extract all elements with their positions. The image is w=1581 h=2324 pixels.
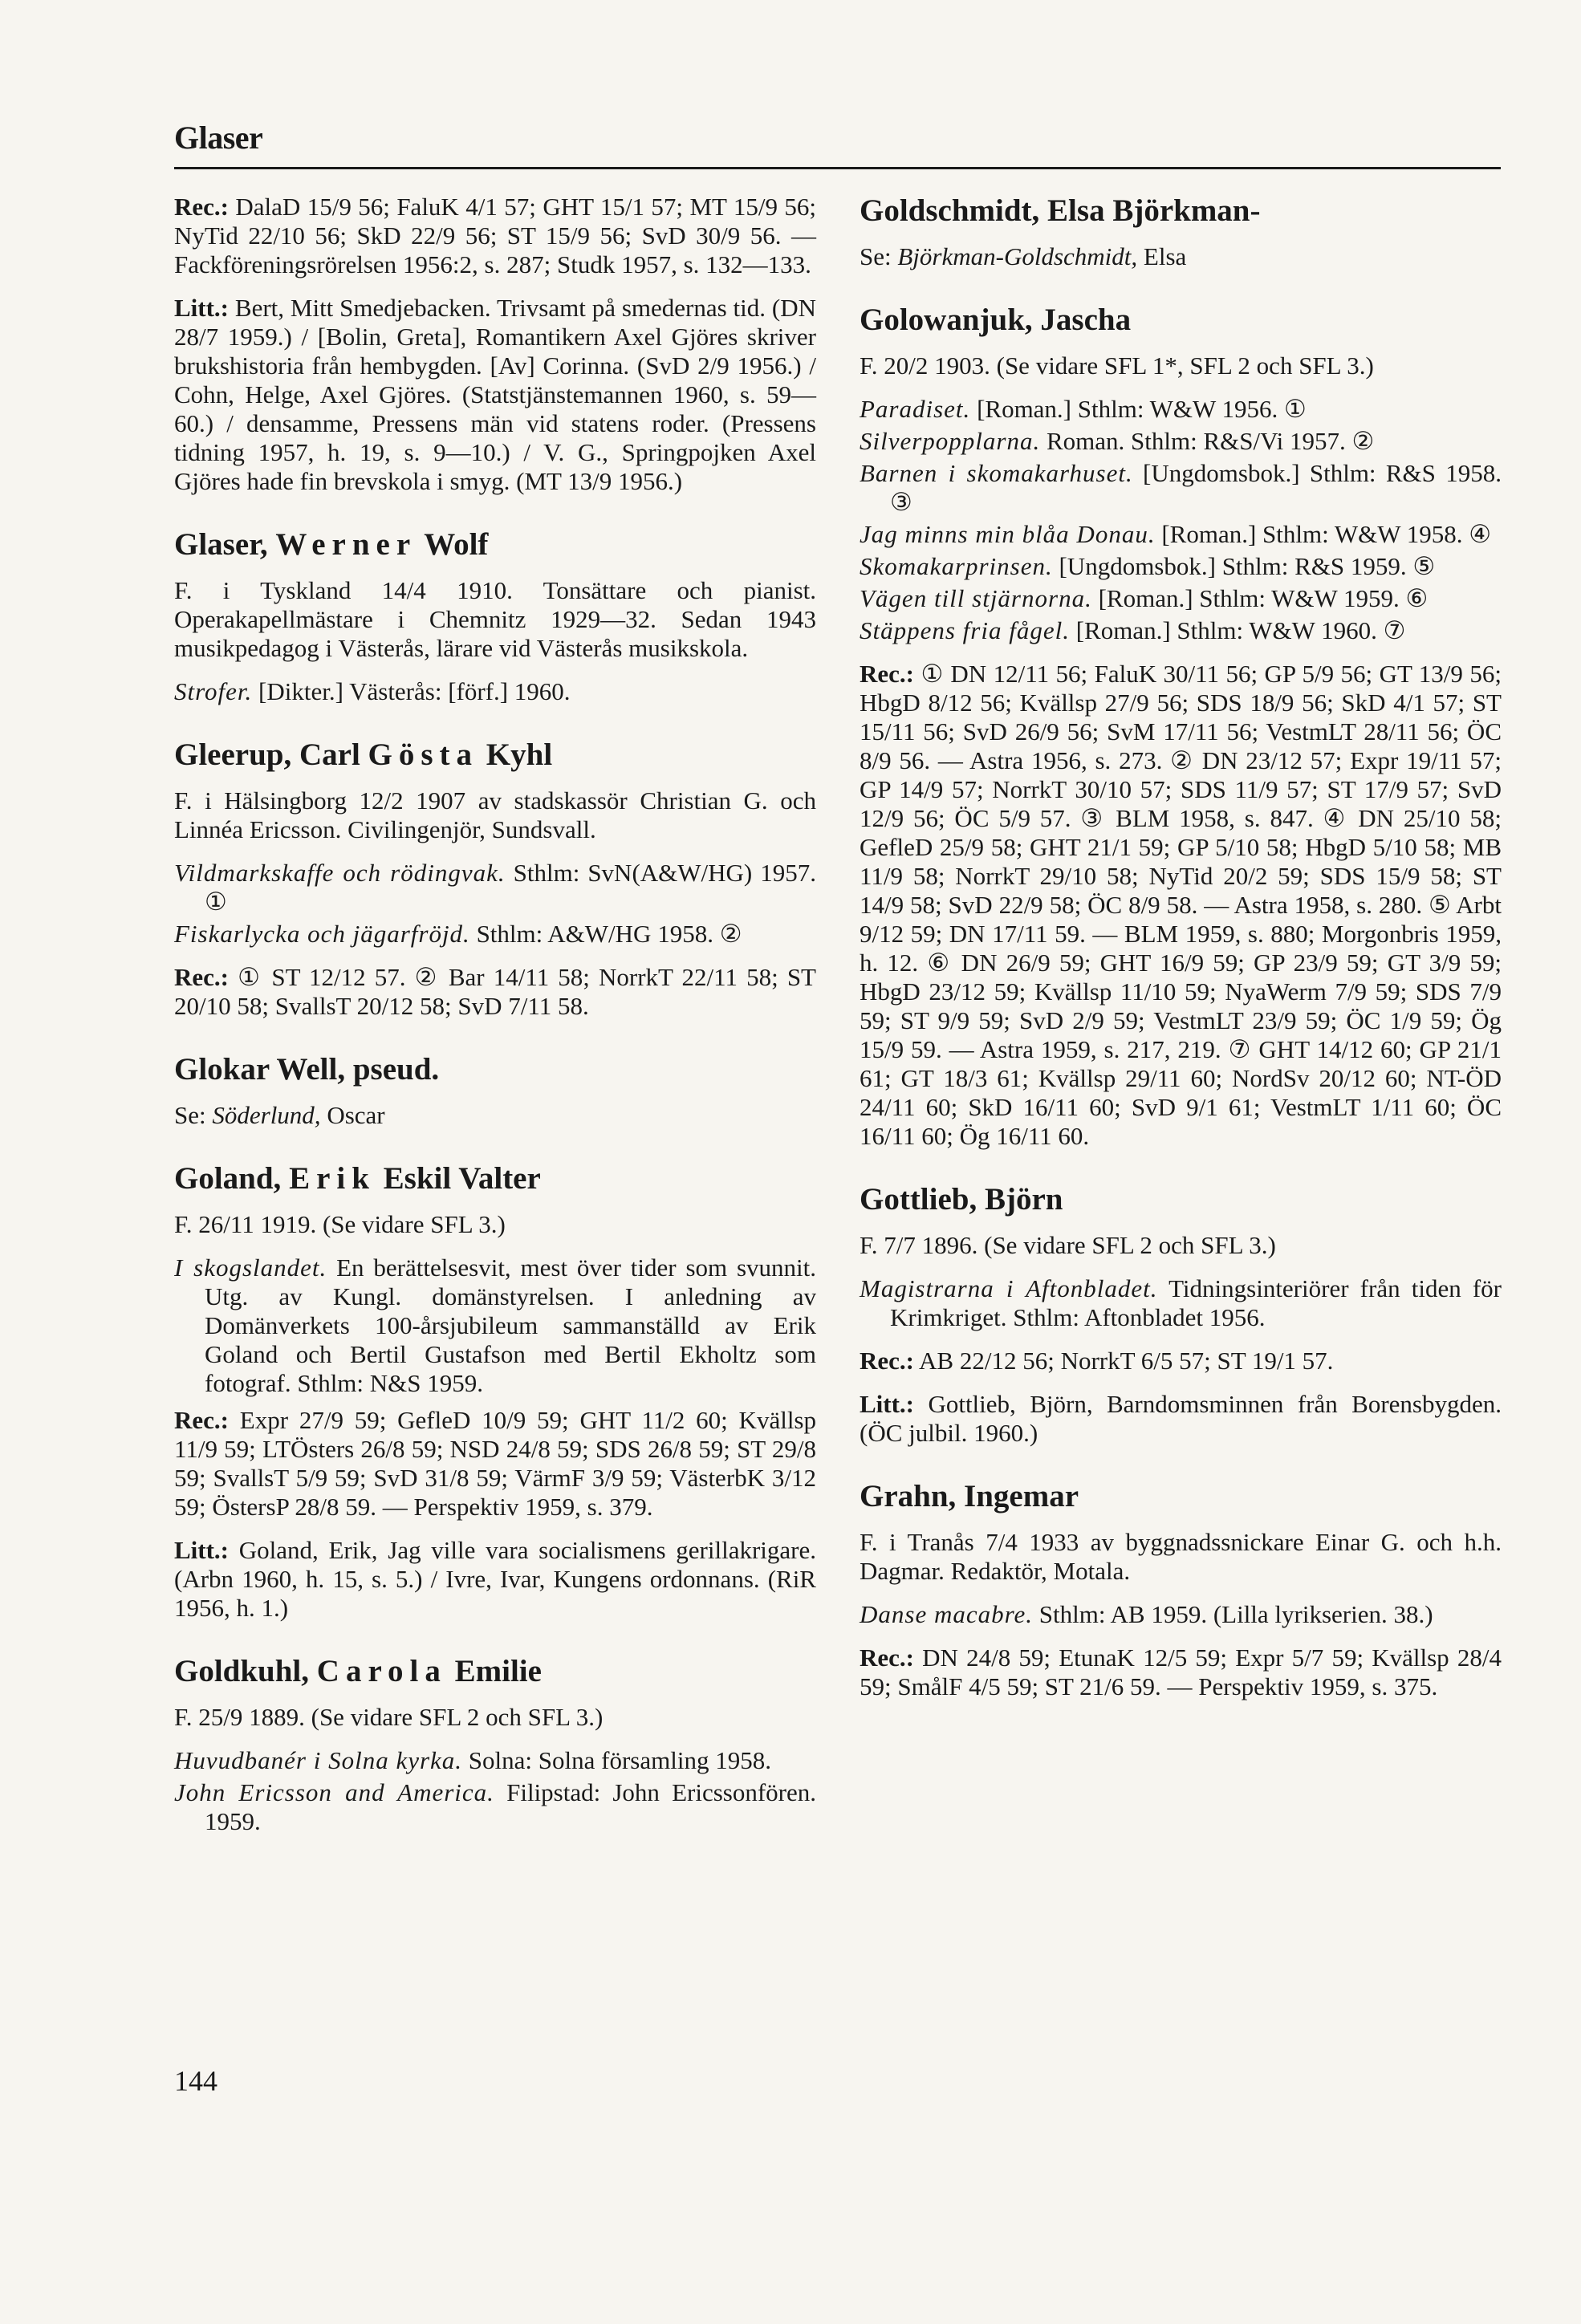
entry-glokar: [174, 1051, 816, 1130]
entry-title: Glokar Well, pseud.: [174, 1052, 440, 1087]
entry-gottlieb: [860, 1181, 1502, 1448]
entry-title: Gleerup, Carl Gösta Kyhl: [174, 737, 553, 772]
rec-text: DalaD 15/9 56; FaluK 4/1 57; GHT 15/1 57; MT 15/9 56; NyTid 22/10 56; SkD 22/9 56; ST 15/9 56; SvD 30/9 56. — Fackföreningsrörelsen 1956:2, s. 287; Studk 1957, s. 132—133.: [174, 193, 816, 278]
bio: F. 25/9 1889. (Se vidare SFL 2 och SFL 3.): [174, 1703, 604, 1731]
running-head: Glaser: [174, 120, 263, 156]
work-item: Silverpopplarna. Roman. Sthlm: R&S/Vi 1957. ②: [860, 427, 1375, 455]
entry-goldschmidt: [860, 193, 1502, 271]
header-rule: [174, 167, 1501, 169]
rec-label: Rec.:: [174, 1406, 229, 1434]
rec-text: AB 22/12 56; NorrkT 6/5 57; ST 19/1 57.: [913, 1347, 1334, 1375]
work-item: Vägen till stjärnorna. [Roman.] Sthlm: W&W 1959. ⑥: [860, 584, 1429, 612]
page-number: 144: [174, 2065, 217, 2097]
work-item: Fiskarlycka och jägarfröjd. Sthlm: A&W/HG 1958. ②: [174, 920, 742, 948]
litt-label: Litt.:: [174, 1536, 230, 1564]
work-item: Skomakarprinsen. [Ungdomsbok.] Sthlm: R&S 1959. ⑤: [860, 552, 1436, 580]
entry-golowanjuk: [860, 302, 1502, 1151]
bio: F. 20/2 1903. (Se vidare SFL 1*, SFL 2 och SFL 3.): [860, 351, 1374, 380]
bio: F. i Hälsingborg 12/2 1907 av stadskassör Christian G. och Linnéa Ericsson. Civilingenjör, Sundsvall.: [174, 786, 816, 843]
entry-title: Goldkuhl, Carola Emilie: [174, 1654, 542, 1688]
litt-text: Bert, Mitt Smedjebacken. Trivsamt på smedernas tid. (DN 28/7 1959.) / [Bolin, Greta], Romantikern Axel Gjöres skriver brukshistoria från hembygden. [Av] Corinna. (SvD 2/9 1956.) / Cohn, Helge, Axel Gjöres. (Statstjänstemannen 1960, s. 59—60.) / densamme, Pressens män vid statens roder. (Pressens tidning 1957, h. 19, s. 9—10.) / V. G., Springpojken Axel Gjöres hade fin brevskola i smyg. (MT 13/9 1956.): [174, 294, 816, 495]
rec-label: Rec.:: [860, 1347, 914, 1375]
work-item: Barnen i skomakarhuset. [Ungdomsbok.] Sthlm: R&S 1958. ③: [860, 459, 1502, 516]
bio: F. 26/11 1919. (Se vidare SFL 3.): [174, 1210, 506, 1238]
work-item: Jag minns min blåa Donau. [Roman.] Sthlm: W&W 1958. ④: [860, 520, 1492, 548]
rec-text: DN 24/8 59; EtunaK 12/5 59; Expr 5/7 59; Kvällsp 28/4 59; SmålF 4/5 59; ST 21/6 59. — Perspektiv 1959, s. 375.: [860, 1643, 1502, 1700]
work-item: Paradiset. [Roman.] Sthlm: W&W 1956. ①: [860, 395, 1307, 423]
litt-label: Litt.:: [860, 1390, 915, 1418]
see-reference: Se: Söderlund, Oscar: [174, 1101, 385, 1129]
entry-title: Glaser, Werner Wolf: [174, 527, 489, 562]
work-item: I skogslandet. En berättelsesvit, mest över tider som svunnit. Utg. av Kungl. domänstyrelsen. I anledning av Domänverkets 100-årsjubileum sammanställd av Erik Goland och Bertil Gustafson med Bertil Ekholtz som fotograf. Sthlm: N&S 1959.: [174, 1253, 816, 1397]
left-column: [174, 193, 816, 1867]
bio: F. i Tyskland 14/4 1910. Tonsättare och pianist. Operakapellmästare i Chemnitz 1929—32. Sedan 1943 musikpedagog i Västerås, lärare vid Västerås musikskola.: [174, 576, 816, 662]
work-item: Danse macabre. Sthlm: AB 1959. (Lilla lyrikserien. 38.): [860, 1600, 1433, 1628]
rec-text: ① ST 12/12 57. ② Bar 14/11 58; NorrkT 22/11 58; ST 20/10 58; SvallsT 20/12 58; SvD 7/11 58.: [174, 963, 816, 1020]
entry-title: Golowanjuk, Jascha: [860, 303, 1132, 337]
litt-text: Gottlieb, Björn, Barndomsminnen från Borensbygden. (ÖC julbil. 1960.): [860, 1390, 1502, 1447]
rec-label: Rec.:: [174, 193, 229, 221]
work-item: Magistrarna i Aftonbladet. Tidningsinteriörer från tiden för Krimkriget. Sthlm: Aftonbladet 1956.: [860, 1274, 1502, 1331]
right-column: [860, 193, 1502, 1732]
rec-text: ① DN 12/11 56; FaluK 30/11 56; GP 5/9 56; GT 13/9 56; HbgD 8/12 56; Kvällsp 27/9 56; SDS 18/9 56; SkD 4/1 57; ST 15/11 56; SvD 26/9 56; SvM 17/11 56; VestmLT 28/11 56; ÖC 8/9 56. — Astra 1956, s. 273. ② DN 23/12 57; Expr 19/11 57; GP 14/9 57; NorrkT 30/10 57; SDS 11/9 57; ST 17/9 57; SvD 12/9 56; ÖC 5/9 57. ③ BLM 1958, s. 847. ④ DN 25/10 58; GefleD 25/9 58; GHT 21/1 59; GP 5/10 58; HbgD 5/10 58; MB 11/9 58; NorrkT 29/10 58; NyTid 20/2 59; SDS 15/9 58; ST 14/9 58; SvD 22/9 58; ÖC 8/9 58. — Astra 1958, s. 280. ⑤ Arbt 9/12 59; DN 17/11 59. — BLM 1959, s. 880; Morgonbris 1959, h. 12. ⑥ DN 26/9 59; GHT 16/9 59; GP 23/9 59; GT 3/9 59; HbgD 23/12 59; Kvällsp 11/10 59; NyaWerm 7/9 59; SDS 7/9 59; ST 9/9 59; SvD 2/9 59; VestmLT 23/9 59; ÖC 1/9 59; Ög 15/9 59. — Astra 1959, s. 217, 219. ⑦ GHT 14/12 60; GP 21/1 61; GT 18/3 61; Kvällsp 29/11 60; NordSv 20/12 60; NT-ÖD 24/11 60; SkD 16/11 60; SvD 9/1 61; VestmLT 1/11 60; ÖC 16/11 60; Ög 16/11 60.: [860, 660, 1502, 1150]
entry-grahn: [860, 1478, 1502, 1701]
work-item: Stäppens fria fågel. [Roman.] Sthlm: W&W 1960. ⑦: [860, 616, 1406, 644]
entry-glaser-werner: [174, 526, 816, 706]
work-item: Strofer. [Dikter.] Västerås: [förf.] 1960.: [174, 677, 571, 705]
rec-text: Expr 27/9 59; GefleD 10/9 59; GHT 11/2 60; Kvällsp 11/9 59; LTÖsters 26/8 59; NSD 24/8 59; SDS 26/8 59; ST 29/8 59; SvallsT 5/9 59; SvD 31/8 59; VärmF 3/9 59; VästerbK 3/12 59; ÖstersP 28/8 59. — Perspektiv 1959, s. 379.: [174, 1406, 816, 1521]
entry-goland: [174, 1160, 816, 1623]
entry-title: Goldschmidt, Elsa Björkman-: [860, 193, 1261, 228]
see-reference: Se: Björkman-Goldschmidt, Elsa: [860, 242, 1187, 270]
entry-title: Gottlieb, Björn: [860, 1182, 1063, 1217]
entry-title: Goland, Erik Eskil Valter: [174, 1161, 541, 1196]
litt-text: Goland, Erik, Jag ville vara socialismens gerillakrigare. (Arbn 1960, h. 15, s. 5.) / Ivre, Ivar, Kungens ordonnans. (RiR 1956, h. 1.): [174, 1536, 816, 1622]
entry-goldkuhl: [174, 1653, 816, 1836]
work-item: John Ericsson and America. Filipstad: John Ericssonfören. 1959.: [174, 1778, 817, 1835]
entry-glaser-continued: [174, 193, 816, 496]
rec-label: Rec.:: [860, 660, 914, 688]
rec-label: Rec.:: [860, 1643, 914, 1672]
work-item: Vildmarkskaffe och rödingvak. Sthlm: SvN(A&W/HG) 1957. ①: [174, 859, 816, 916]
rec-label: Rec.:: [174, 963, 229, 991]
bio: F. i Tranås 7/4 1933 av byggnadssnickare Einar G. och h.h. Dagmar. Redaktör, Motala.: [860, 1528, 1502, 1585]
work-item: Huvudbanér i Solna kyrka. Solna: Solna församling 1958.: [174, 1746, 771, 1774]
entry-title: Grahn, Ingemar: [860, 1479, 1079, 1513]
bio: F. 7/7 1896. (Se vidare SFL 2 och SFL 3.): [860, 1231, 1276, 1259]
litt-label: Litt.:: [174, 294, 230, 322]
entry-gleerup: [174, 737, 816, 1021]
